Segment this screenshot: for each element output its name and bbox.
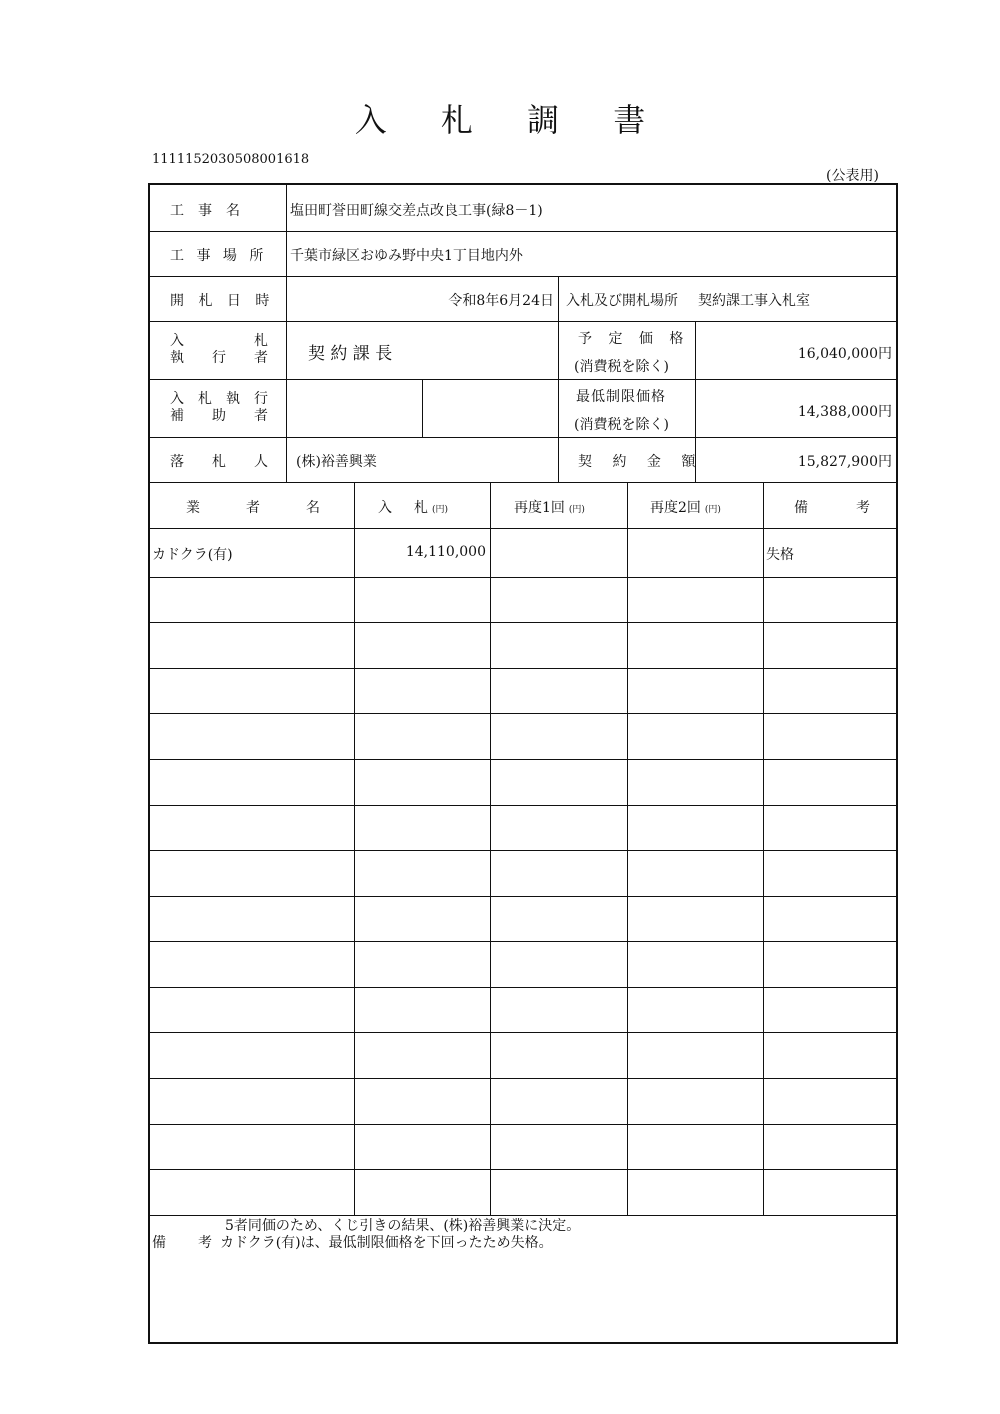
min-price-label: 最低制限価格 xyxy=(576,389,666,405)
project-name-label: 工 事 名 xyxy=(170,203,240,219)
bid-place: 契約課工事入札室 xyxy=(698,293,810,309)
col-vendor-header: 業 者 名 xyxy=(186,500,320,516)
col-rebid2-header: 再度2回 (円) xyxy=(650,500,721,516)
remarks-line-1: 5者同価のため、くじ引きの結果、(株)裕善興業に決定。 xyxy=(225,1218,581,1234)
bid-record-form: 工 事 名 塩田町誉田町線交差点改良工事(緑8－1) 工 事 場 所 千葉市緑区おゆみ野中央1丁目地内外 開 札 日 時 令和8年6月24日 入札及び開札場所 契約課工事入札室 入 札 執 行 者 契 約 課 長 予 定 価 格 (消費税を除く) 16,040,000円 入 札 執 行 補 助 者 最低制限価格 (消費税を除く) 14,388,000円 落 札 人 (株)裕善興業 契 約 金 額 15,827,900円 業 者 名 入 札 (円) 再度1回 (円) 再度2回 (円) 備 考 カドクラ(有) 14,110,000 失格 5者同価のため、くじ引きの結果、(株)裕善興業に決定。 備 考 カドクラ(有)は、最低制限価格を下回ったため失格。 xyxy=(148,183,898,1344)
bid-assistant-label: 入 札 執 行 xyxy=(170,391,268,407)
table-row-vendor: カドクラ(有) xyxy=(152,547,233,563)
bid-executor: 契 約 課 長 xyxy=(308,344,393,364)
planned-price: 16,040,000円 xyxy=(797,346,892,362)
min-price: 14,388,000円 xyxy=(797,404,892,420)
winner-label: 落 札 人 xyxy=(170,454,268,470)
public-use-label: (公表用) xyxy=(826,168,879,184)
planned-price-label: 予 定 価 格 xyxy=(578,331,690,347)
min-price-note: (消費税を除く) xyxy=(574,417,669,433)
page-title: 入 札 調 書 xyxy=(354,101,668,139)
remarks-label: 備 考 xyxy=(152,1235,212,1251)
project-site: 千葉市緑区おゆみ野中央1丁目地内外 xyxy=(290,248,523,264)
remarks-line-2: カドクラ(有)は、最低制限価格を下回ったため失格。 xyxy=(220,1235,553,1251)
project-name: 塩田町誉田町線交差点改良工事(緑8－1) xyxy=(290,203,543,219)
opening-date-label: 開 札 日 時 xyxy=(170,293,275,309)
contract-amount-label: 契 約 金 額 xyxy=(578,454,704,470)
planned-price-note: (消費税を除く) xyxy=(574,359,669,375)
bid-executor-label: 入 札 xyxy=(170,333,268,349)
table-row-bid: 14,110,000 xyxy=(405,544,486,560)
col-bid-header: 入 札 (円) xyxy=(378,500,449,516)
table-row-remarks: 失格 xyxy=(766,547,794,563)
col-rebid1-header: 再度1回 (円) xyxy=(514,500,585,516)
winner: (株)裕善興業 xyxy=(296,454,377,470)
opening-date: 令和8年6月24日 xyxy=(448,293,554,309)
col-remarks-header: 備 考 xyxy=(794,500,870,516)
bid-place-label: 入札及び開札場所 xyxy=(566,293,678,309)
document-number: 1111152030508001618 xyxy=(152,152,310,167)
project-site-label: 工 事 場 所 xyxy=(170,248,268,264)
contract-amount: 15,827,900円 xyxy=(797,454,892,470)
